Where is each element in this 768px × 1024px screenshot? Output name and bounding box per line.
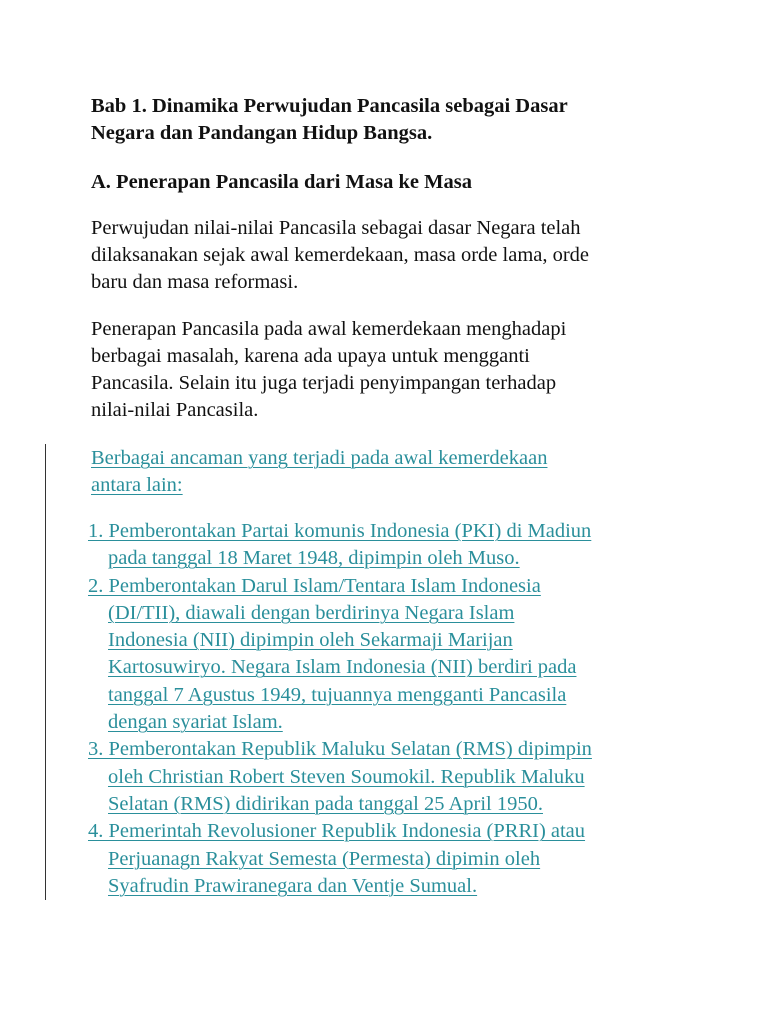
threats-intro-link[interactable]: [91, 445, 547, 499]
text-line: nilai-nilai Pancasila.: [91, 399, 259, 421]
section-heading: [91, 169, 472, 196]
text-line: (DI/TII), diawali dengan berdirinya Negara Islam: [108, 601, 515, 624]
text-line: 4. Pemerintah Revolusioner Republik Indonesia (PRRI) atau: [88, 820, 586, 843]
text-line: baru dan masa reformasi.: [91, 271, 299, 293]
title-line: Bab 1. Dinamika Perwujudan Pancasila sebagai Dasar: [91, 95, 568, 117]
text-line: tanggal 7 Agustus 1949, tujuannya mengganti Pancasila: [108, 683, 567, 706]
text-line: oleh Christian Robert Steven Soumokil. Republik Maluku: [108, 765, 585, 788]
chapter-title: [91, 93, 568, 147]
text-line: 2. Pemberontakan Darul Islam/Tentara Islam Indonesia: [88, 574, 541, 597]
paragraph-2: [91, 316, 566, 424]
text-line: Perjuanagn Rakyat Semesta (Permesta) dipimin oleh: [108, 847, 541, 870]
text-line: Syafrudin Prawiranegara dan Ventje Sumual.: [108, 874, 478, 897]
text-line: Selatan (RMS) didirikan pada tanggal 25 April 1950.: [108, 792, 543, 815]
paragraph-1: [91, 215, 589, 296]
text-line: antara lain:: [91, 474, 183, 496]
text-line: pada tanggal 18 Maret 1948, dipimpin oleh Muso.: [108, 547, 520, 570]
list-item[interactable]: [88, 818, 592, 900]
text-line: Kartosuwiryo. Negara Islam Indonesia (NII) berdiri pada: [108, 656, 577, 679]
text-line: dilaksanakan sejak awal kemerdekaan, masa orde lama, orde: [91, 244, 590, 266]
text-line: Pancasila. Selain itu juga terjadi penyimpangan terhadap: [91, 372, 557, 394]
title-line: Negara dan Pandangan Hidup Bangsa.: [91, 122, 433, 144]
threats-list: [88, 518, 592, 900]
text-line: Indonesia (NII) dipimpin oleh Sekarmaji Marijan: [108, 629, 513, 652]
list-item[interactable]: [88, 736, 592, 818]
margin-change-bar: [45, 444, 46, 900]
text-line: Penerapan Pancasila pada awal kemerdekaan menghadapi: [91, 318, 567, 340]
text-line: Perwujudan nilai-nilai Pancasila sebagai dasar Negara telah: [91, 217, 581, 239]
text-line: Berbagai ancaman yang terjadi pada awal kemerdekaan: [91, 447, 548, 469]
list-item[interactable]: [88, 573, 592, 737]
text-line: berbagai masalah, karena ada upaya untuk mengganti: [91, 345, 530, 367]
section-heading-text: A. Penerapan Pancasila dari Masa ke Masa: [91, 171, 472, 193]
text-line: 1. Pemberontakan Partai komunis Indonesia (PKI) di Madiun: [88, 520, 592, 542]
text-line: dengan syariat Islam.: [108, 711, 283, 734]
list-item[interactable]: [88, 518, 592, 573]
text-line: 3. Pemberontakan Republik Maluku Selatan (RMS) dipimpin: [88, 738, 592, 761]
